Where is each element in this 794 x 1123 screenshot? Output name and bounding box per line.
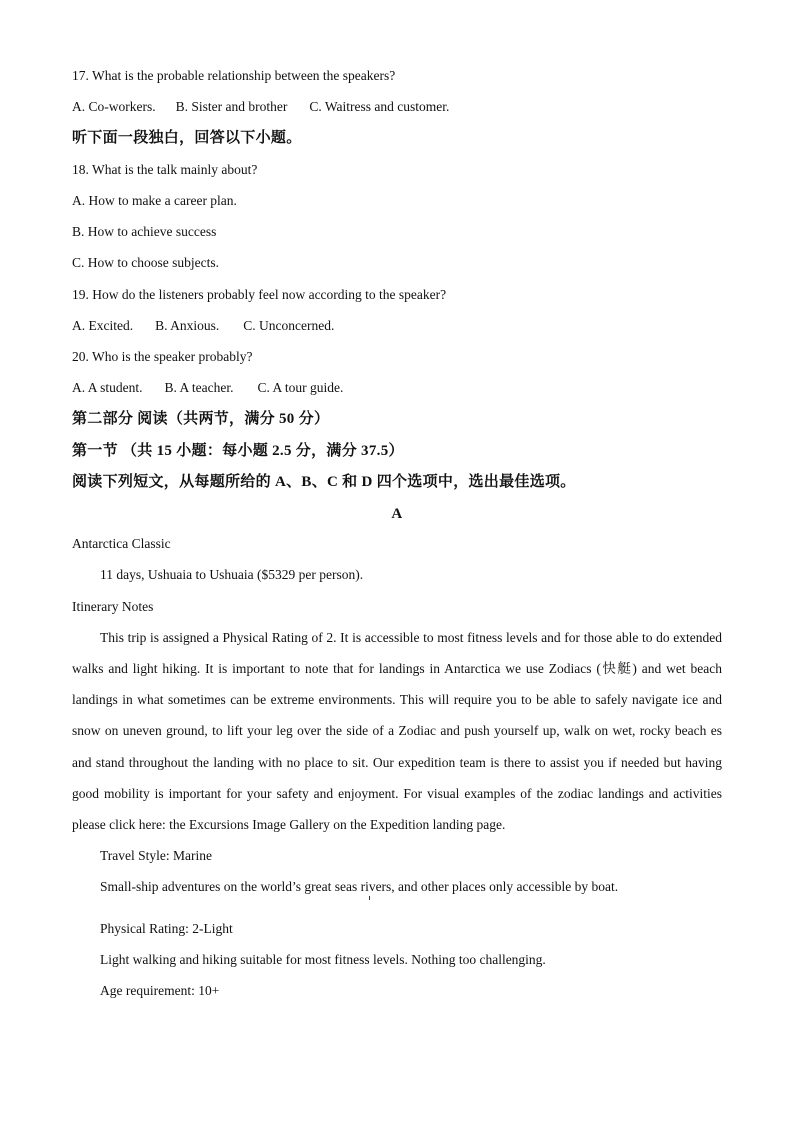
age-requirement: Age requirement: 10+ [100,983,220,998]
paragraph-line: This trip is assigned a Physical Rating of 2. It is accessible to most fitness levels and for those able to do extended [100,630,722,645]
physical-rating: Physical Rating: 2-Light [100,921,233,936]
paragraph-line: and stand throughout the landing with no place to sit. Our expedition team is there to assist you if needed but having [72,755,722,770]
option-b: B. Sister and brother [175,99,288,114]
paragraph-line: snow on uneven ground, to lift your leg over the side of a Zodiac and push yourself up, walk on wet, rocky beach es [72,723,722,738]
question-18-option-b: B. How to achieve success [72,224,217,239]
travel-style: Travel Style: Marine [100,848,212,863]
travel-style-description: Small-ship adventures on the world’s great seas rivers, and other places only accessible by boat. [100,879,619,894]
question-19-options [72,317,334,335]
question-20-options [72,379,343,397]
question-18: 18. What is the talk mainly about? [72,162,258,177]
question-18-option-a: A. How to make a career plan. [72,193,237,208]
option-c: C. Unconcerned. [243,318,335,333]
option-b: B. Anxious. [155,318,220,333]
notes-heading: Itinerary Notes [72,599,154,614]
passage-label: A [391,506,403,522]
paragraph-line: please click here: the Excursions Image Gallery on the Expedition landing page. [72,817,506,832]
question-19: 19. How do the listeners probably feel now according to the speaker? [72,287,447,302]
option-b: B. A teacher. [164,380,234,395]
section-title: 第一节 （共 15 小题：每小题 2.5 分，满分 37.5） [72,443,404,459]
paragraph-line: good mobility is important for your safety and enjoyment. For visual examples of the zodiac landings and activities [72,786,722,801]
reading-instruction: 阅读下列短文，从每题所给的 A、B、C 和 D 四个选项中，选出最佳选项。 [72,474,576,490]
paragraph-line: landings in what sometimes can be extreme environments. This will require you to be able to safely navigate ice and [72,692,722,707]
trip-summary: 11 days, Ushuaia to Ushuaia ($5329 per person). [100,567,364,582]
paragraph-line: walks and light hiking. It is important to note that for landings in Antarctica we use Zodiacs (快艇) and wet beach [72,661,722,676]
question-17-options [72,98,449,116]
trip-title: Antarctica Classic [72,536,171,551]
option-a: A. Excited. [72,318,134,333]
part-title: 第二部分 阅读（共两节，满分 50 分） [72,411,330,427]
question-18-option-c: C. How to choose subjects. [72,255,219,270]
option-c: C. Waitress and customer. [309,99,450,114]
option-a: A. A student. [72,380,143,395]
stray-mark [369,896,370,900]
option-a: A. Co-workers. [72,99,156,114]
monologue-instruction: 听下面一段独白，回答以下小题。 [72,130,302,146]
question-20: 20. Who is the speaker probably? [72,349,253,364]
option-c: C. A tour guide. [257,380,344,395]
physical-rating-description: Light walking and hiking suitable for most fitness levels. Nothing too challenging. [100,952,546,967]
question-17: 17. What is the probable relationship between the speakers? [72,68,396,83]
